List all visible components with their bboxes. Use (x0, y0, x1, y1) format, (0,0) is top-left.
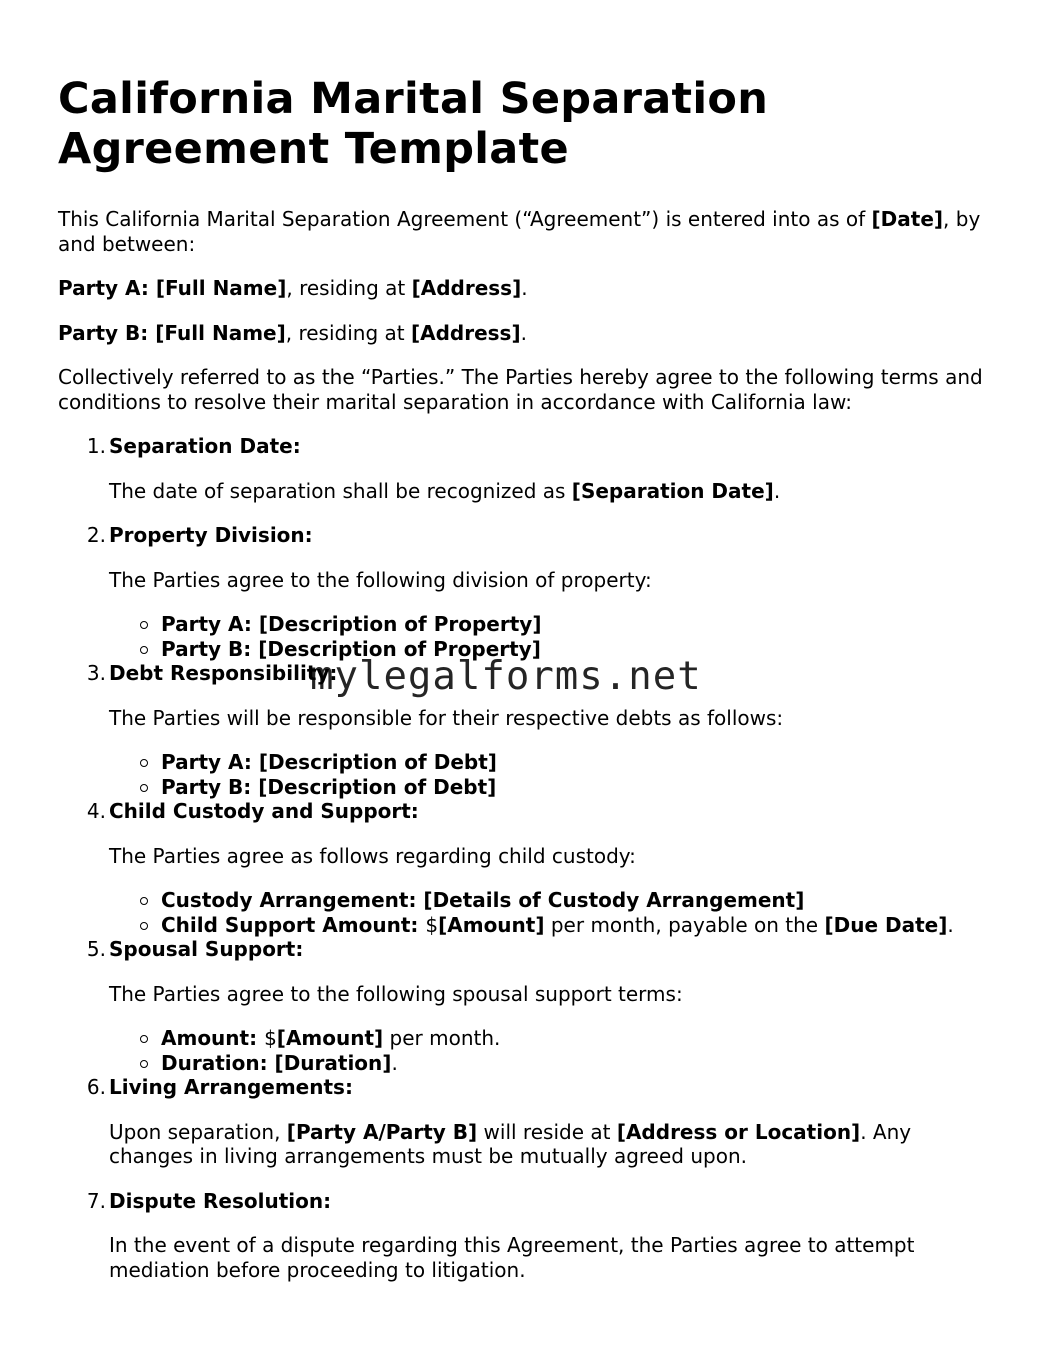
term-property-division (58, 523, 988, 661)
bullet-circle-icon (140, 621, 148, 629)
party-b-label: Party B: [Full Name] (58, 320, 286, 345)
term-dispute-resolution (58, 1189, 988, 1283)
list-item (109, 1051, 988, 1076)
dollar-sign: $ (425, 912, 439, 937)
list-item (109, 1026, 988, 1051)
bullet-circle-icon (140, 897, 148, 905)
amount-placeholder: [Amount] (276, 1026, 384, 1050)
list-item (109, 612, 988, 637)
duration-label: Duration: [Duration] (161, 1050, 392, 1075)
party-a-label: Party A: [Full Name] (58, 276, 287, 300)
term-body-end: . (773, 478, 781, 503)
term-number: 5. (86, 937, 106, 961)
term-body-text: . Any changes in living arrangements must be mutually agreed upon. (109, 1119, 912, 1168)
party-b-end: . (520, 320, 527, 345)
dollar-sign: $ (264, 1026, 277, 1050)
term-body (109, 1120, 988, 1169)
party-a-address: [Address] (411, 276, 522, 300)
intro-paragraph (58, 207, 988, 256)
term-heading: Living Arrangements: (109, 1075, 353, 1099)
term-body: The Parties agree to the following division of property: (109, 567, 652, 592)
term-separation-date (58, 434, 988, 503)
separation-date-placeholder: [Separation Date] (571, 478, 774, 503)
location-placeholder: [Address or Location] (616, 1119, 861, 1144)
term-body (109, 479, 988, 504)
list-item (109, 775, 988, 800)
list-item-text: Custody Arrangement: [Details of Custody Arrangement] (161, 888, 805, 912)
collective-paragraph: Collectively referred to as the “Parties.” The Parties hereby agree to the following terms and conditions to resolve their marital separation in accordance with California law: (58, 365, 983, 414)
list-item-end: . (947, 912, 954, 937)
watermark-text: mylegalforms.net (310, 654, 702, 699)
due-date-placeholder: [Due Date] (824, 912, 948, 937)
term-spousal-support (58, 937, 988, 1075)
child-support-label: Child Support Amount: (161, 912, 426, 937)
party-a-end: . (521, 276, 528, 300)
term-number: 7. (86, 1188, 106, 1213)
term-body: The Parties agree as follows regarding child custody: (109, 843, 636, 868)
term-body-text: Upon separation, (109, 1119, 287, 1144)
list-item-text: per month. (383, 1026, 501, 1050)
term-body-text: The date of separation shall be recognized as (109, 478, 572, 503)
custody-sublist (109, 888, 988, 937)
term-body: The Parties will be responsible for their respective debts as follows: (109, 705, 784, 730)
bullet-circle-icon (140, 646, 148, 654)
bullet-circle-icon (140, 922, 148, 930)
term-child-custody (58, 799, 988, 937)
list-item-text: Party A: [Description of Property] (161, 612, 542, 636)
term-number: 1. (86, 434, 106, 458)
party-placeholder: [Party A/Party B] (286, 1119, 478, 1144)
amount-label: Amount: (161, 1026, 265, 1050)
intro-text: This California Marital Separation Agreement (“Agreement”) is entered into as of (58, 207, 872, 231)
list-item (109, 913, 988, 938)
list-item-text: Party A: [Description of Debt] (161, 750, 497, 774)
bullet-circle-icon (140, 1060, 148, 1068)
term-body-text: will reside at (477, 1119, 617, 1144)
bullet-circle-icon (140, 759, 148, 767)
bullet-circle-icon (140, 784, 148, 792)
spousal-sublist (109, 1026, 988, 1075)
list-item (109, 888, 988, 913)
debt-sublist (109, 750, 988, 799)
term-number: 3. (86, 661, 106, 685)
intro-date-placeholder: [Date] (871, 207, 944, 231)
list-item-end: . (391, 1050, 398, 1075)
term-heading: Separation Date: (109, 434, 301, 458)
term-body: The Parties agree to the following spousal support terms: (109, 981, 683, 1006)
amount-placeholder: [Amount] (438, 912, 545, 937)
party-b-address: [Address] (410, 320, 521, 345)
term-heading: Child Custody and Support: (109, 799, 419, 823)
list-item-text: per month, payable on the (544, 912, 825, 937)
party-b-line (58, 321, 988, 346)
list-item-text: Party B: [Description of Debt] (161, 774, 497, 799)
term-living-arrangements (58, 1075, 988, 1169)
document-title: California Marital Separation Agreement Template (58, 74, 769, 174)
term-heading: Spousal Support: (109, 937, 304, 961)
bullet-circle-icon (140, 1035, 148, 1043)
term-number: 6. (86, 1075, 106, 1099)
list-item (109, 750, 988, 775)
party-a-line (58, 276, 988, 301)
term-number: 4. (86, 799, 106, 823)
term-heading: Dispute Resolution: (109, 1188, 332, 1213)
intro-text-end: , by and between: (58, 207, 981, 256)
term-heading: Debt Responsibility: (109, 661, 338, 685)
party-a-middle: , residing at (286, 276, 412, 300)
term-heading: Property Division: (109, 523, 313, 547)
party-b-middle: , residing at (285, 320, 411, 345)
terms-list (58, 434, 988, 1282)
term-body: In the event of a dispute regarding this Agreement, the Parties agree to attempt mediation before proceeding to litigation. (109, 1233, 915, 1282)
list-item-text: Party B: [Description of Property] (161, 636, 541, 661)
term-number: 2. (86, 523, 106, 547)
